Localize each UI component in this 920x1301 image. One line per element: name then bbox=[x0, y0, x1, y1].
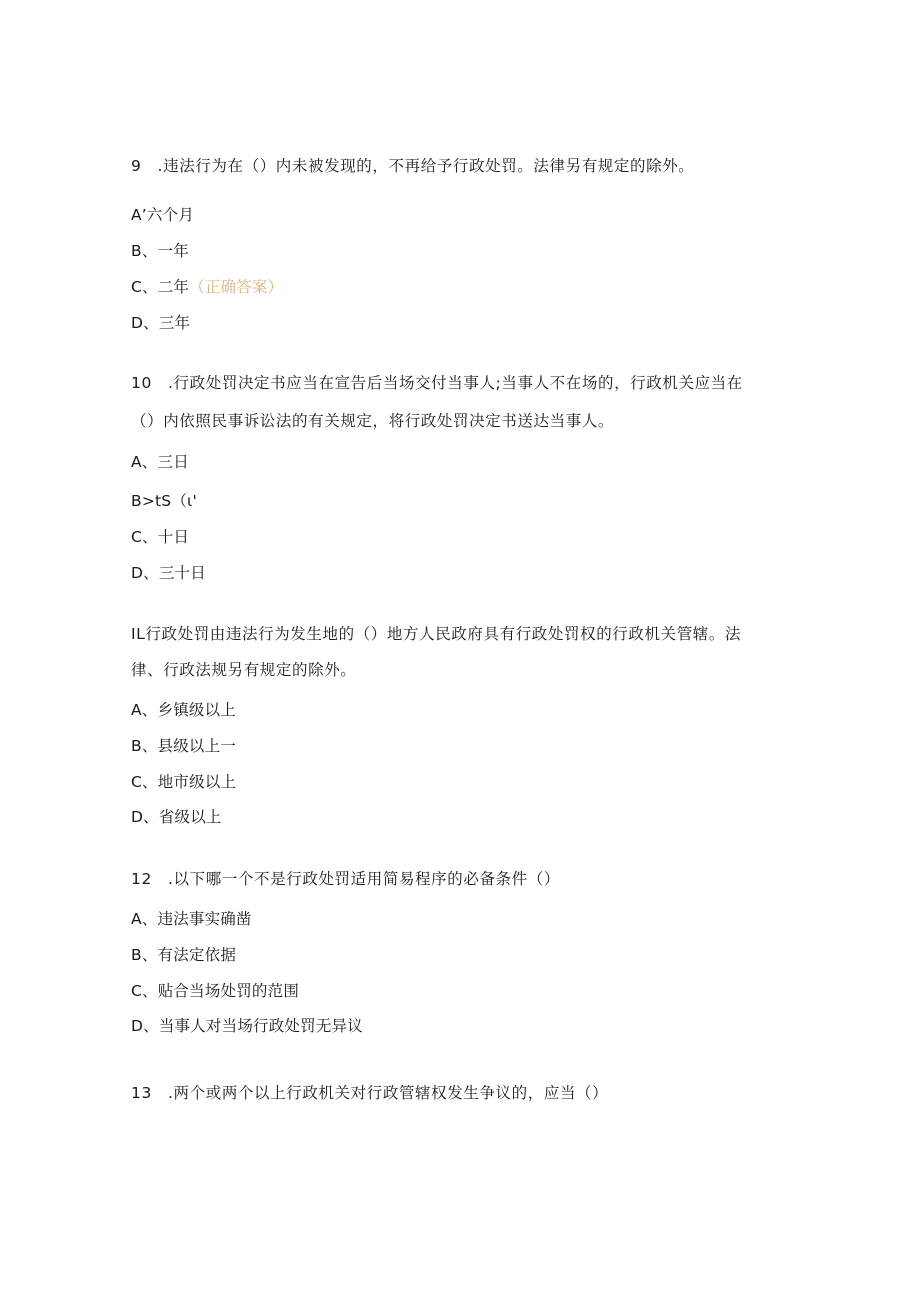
question-11-option-d: D、省级以上 bbox=[131, 808, 222, 826]
question-11-option-b: B、县级以上一 bbox=[131, 737, 237, 755]
question-10-option-a: A、三日 bbox=[131, 453, 189, 471]
question-11-stem-line-1: IL行政处罚由违法行为发生地的（）地方人民政府具有行政处罚权的行政机关管辖。法 bbox=[131, 625, 742, 643]
question-9-option-c bbox=[131, 276, 283, 298]
question-10-option-c: C、十日 bbox=[131, 528, 190, 546]
question-9-option-a: A’六个月 bbox=[131, 206, 195, 224]
question-12-stem: 12 .以下哪一个不是行政处罚适用简易程序的必备条件（） bbox=[131, 870, 560, 888]
question-9-stem: 9 .违法行为在（）内未被发现的，不再给予行政处罚。法律另有规定的除外。 bbox=[131, 157, 695, 175]
question-11-option-a: A、乡镇级以上 bbox=[131, 701, 237, 719]
question-9-option-b: B、一年 bbox=[131, 242, 189, 260]
question-12-option-d: D、当事人对当场行政处罚无异议 bbox=[131, 1017, 363, 1035]
question-13-stem: 13 .两个或两个以上行政机关对行政管辖权发生争议的，应当（） bbox=[131, 1084, 609, 1102]
question-11-option-c: C、地市级以上 bbox=[131, 773, 237, 791]
question-10-option-d: D、三十日 bbox=[131, 564, 206, 582]
question-12-option-c: C、贴合当场处罚的范围 bbox=[131, 982, 300, 1000]
question-12-option-b: B、有法定依据 bbox=[131, 946, 237, 964]
question-9-option-d: D、三年 bbox=[131, 314, 191, 332]
question-10-stem-line-1: 10 .行政处罚决定书应当在宣告后当场交付当事人;当事人不在场的，行政机关应当在 bbox=[131, 374, 743, 392]
correct-answer-mark: （正确答案） bbox=[189, 278, 284, 296]
question-10-option-b: B>tS（ι' bbox=[131, 492, 197, 510]
question-12-option-a: A、违法事实确凿 bbox=[131, 910, 252, 928]
question-11-stem-line-2: 律、行政法规另有规定的除外。 bbox=[131, 661, 357, 679]
question-10-stem-line-2: （）内依照民事诉讼法的有关规定，将行政处罚决定书送达当事人。 bbox=[131, 412, 615, 430]
option-text: C、二年 bbox=[131, 278, 190, 296]
